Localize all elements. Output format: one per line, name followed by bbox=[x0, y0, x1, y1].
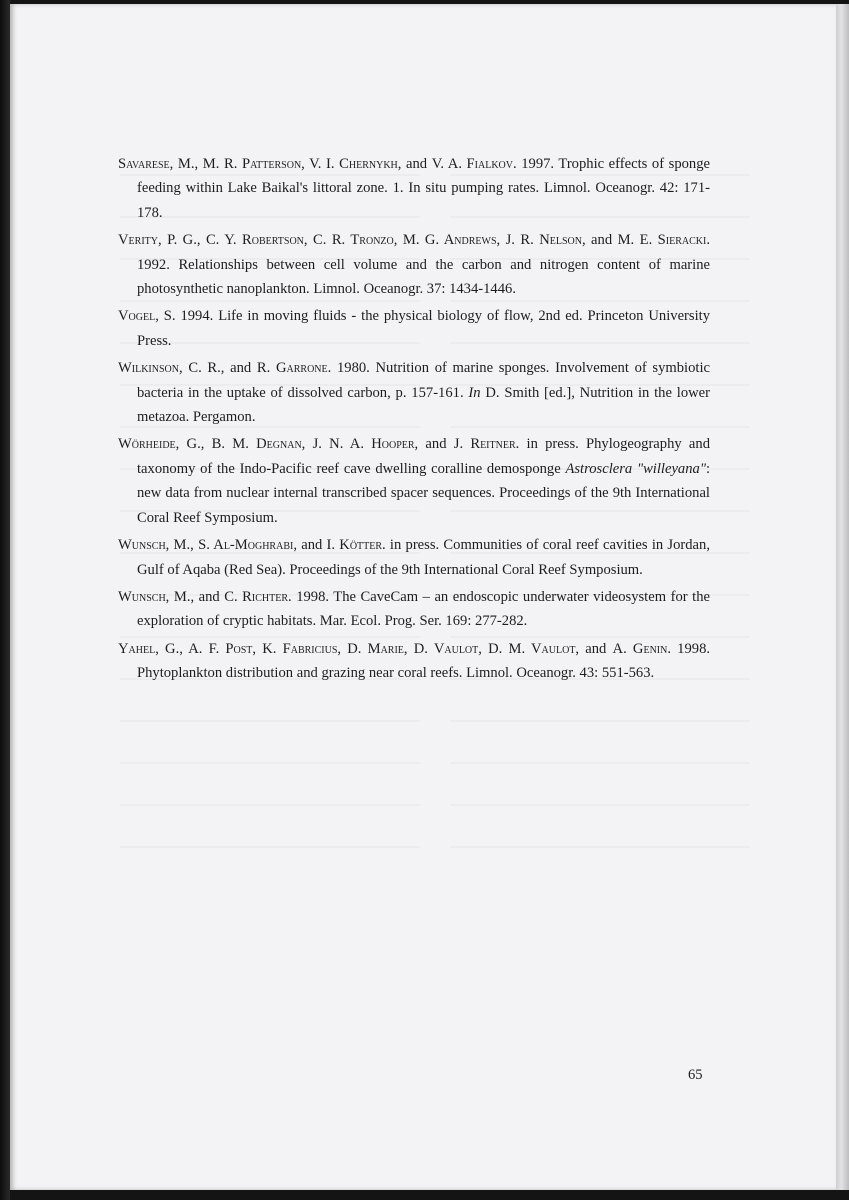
reference-authors: Wunsch, M., S. Al-Moghrabi, bbox=[118, 537, 297, 554]
reference-authors: M. E. Sieracki. bbox=[617, 232, 710, 249]
reference-text: and bbox=[579, 640, 613, 657]
show-through-line bbox=[450, 762, 750, 764]
reference-text: 1998. Phytoplankton distribution and grazing near coral reefs. Limnol. Oceanogr. 43: 551-563. bbox=[137, 640, 711, 682]
reference-entry bbox=[118, 356, 710, 429]
show-through-line bbox=[120, 720, 420, 722]
reference-text: 1992. Relationships between cell volume and the carbon and nitrogen content of marine photosynthetic nanoplankton. Limnol. Oceanogr. 37: 1434-1446. bbox=[137, 256, 710, 298]
reference-text: 1997. Trophic effects of sponge feeding within Lake Baikal's littoral zone. 1. In situ pumping rates. Limnol. Oceanogr. 42: 171-178. bbox=[137, 156, 710, 221]
page-stack-edge bbox=[836, 4, 849, 1190]
reference-authors: Wörheide, G., B. M. Degnan, J. N. A. Hooper, bbox=[118, 436, 419, 453]
show-through-line bbox=[450, 846, 750, 848]
reference-authors: Wunsch, M., bbox=[118, 588, 195, 605]
reference-text: in press. Communities of coral reef cavities in Jordan, Gulf of Aqaba (Red Sea). Proceedings of the 9th International Coral Reef Symposium. bbox=[137, 537, 710, 578]
reference-authors: Wilkinson, C. R., bbox=[118, 360, 225, 377]
reference-text: and bbox=[585, 232, 618, 249]
reference-text: and bbox=[224, 360, 257, 377]
reference-text: D. Smith [ed.], Nutrition in the lower metazoa. Pergamon. bbox=[137, 384, 710, 426]
show-through-line bbox=[450, 804, 750, 806]
reference-entry bbox=[118, 533, 710, 582]
show-through-line bbox=[120, 804, 420, 806]
reference-text: 1994. Life in moving fluids - the physical biology of flow, 2nd ed. Princeton University Press. bbox=[137, 308, 710, 349]
reference-text: and bbox=[194, 588, 225, 605]
reference-text: and bbox=[401, 156, 432, 172]
reference-text: and bbox=[296, 537, 327, 554]
reference-authors: R. Garrone. bbox=[256, 360, 332, 377]
reference-text: 1980. Nutrition of marine sponges. Involvement of symbiotic bacteria in the uptake of dissolved carbon, p. 157-161. bbox=[137, 360, 710, 401]
reference-entry bbox=[118, 585, 710, 634]
reference-authors: I. Kötter. bbox=[326, 537, 386, 554]
reference-entry bbox=[118, 152, 710, 225]
reference-entry bbox=[118, 228, 710, 301]
reference-authors: J. Reitner. bbox=[453, 436, 520, 453]
reference-authors: C. Richter. bbox=[224, 588, 292, 605]
reference-authors: Vogel, S. bbox=[118, 308, 176, 325]
reference-authors: Savarese, M., M. R. Patterson, V. I. Chernykh, bbox=[118, 156, 402, 172]
page-number: 65 bbox=[688, 1067, 703, 1083]
reference-italic: In bbox=[468, 384, 481, 401]
reference-entry bbox=[118, 304, 710, 353]
reference-authors: V. A. Fialkov. bbox=[431, 156, 517, 172]
reference-text: in press. Phylogeography and taxonomy of the Indo-Pacific reef cave dwelling coralline demosponge bbox=[137, 436, 710, 477]
show-through-line bbox=[450, 720, 750, 722]
show-through-line bbox=[120, 846, 420, 848]
binding-shadow bbox=[0, 0, 10, 1200]
reference-list bbox=[118, 152, 710, 689]
reference-authors: Verity, P. G., C. Y. Robertson, C. R. Tronzo, M. G. Andrews, J. R. Nelson, bbox=[118, 232, 586, 249]
reference-italic: Astrosclera "willeyana" bbox=[565, 460, 706, 477]
reference-authors: A. Genin. bbox=[612, 640, 671, 657]
reference-entry bbox=[118, 432, 710, 530]
reference-entry bbox=[118, 637, 710, 686]
reference-text: : new data from nuclear internal transcribed spacer sequences. Proceedings of the 9th International Coral Reef Symposium. bbox=[137, 460, 711, 526]
reference-text: and bbox=[418, 436, 454, 453]
reference-text: 1998. The CaveCam – an endoscopic underwater videosystem for the exploration of cryptic habitats. Mar. Ecol. Prog. Ser. 169: 277-282. bbox=[137, 588, 710, 630]
show-through-line bbox=[120, 762, 420, 764]
reference-authors: Yahel, G., A. F. Post, K. Fabricius, D. Marie, D. Vaulot, D. M. Vaulot, bbox=[118, 640, 580, 657]
